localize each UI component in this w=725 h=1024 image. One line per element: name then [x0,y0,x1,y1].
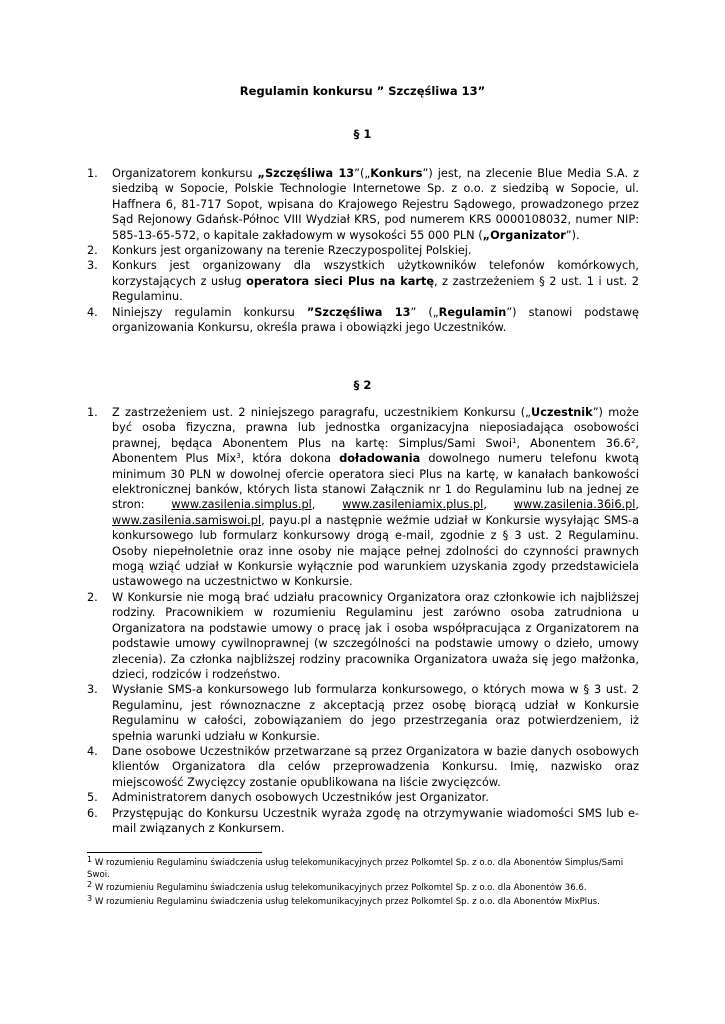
item-text: , [483,498,514,512]
item-text: W Konkursie nie mogą brać udziału pracownicy Organizatora oraz członkowie ich najbliższej rodziny. Pracownikiem w rozumieniu Regulaminu jest zarówno osoba zatrudniona u Organizatora na podstawie umowy o pracę jak i osoba współpracująca z Organizatorem na podstawie umowy cywilnoprawnej (w szczególności na podstawie umowy o dzieło, umowy zlecenia). Za członka najbliższej rodziny pracownika Organizatora uważa się jego małżonka, dzieci, rodziców i rodzeństwo. [112,590,639,681]
term-operator: operatora sieci Plus na kartę [246,274,435,288]
footnote-ref-1[interactable]: 1 [511,436,517,445]
item-text: Wysłanie SMS-a konkursowego lub formularza konkursowego, o których mowa w § 3 ust. 2 Regulaminu, jest równoznaczne z akceptacją przez osobę biorącą udział w Konkursie Regulaminu w całości, zobowiązaniem do jego przestrzegania oraz potwierdzeniem, iż spełnia warunki udziału w Konkursie. [112,683,639,743]
item-text: Konkurs jest organizowany na terenie Rzeczypospolitej Polskiej. [112,244,472,258]
item-number: 3. [87,683,98,697]
section-2-item-1 [87,405,639,590]
section-2-heading: § 2 [353,378,372,392]
section-2-list [87,405,639,836]
section-1-item-4 [87,305,639,336]
item-text: ”) stanowi podstawę organizowania Konkursu, określa prawa i obowiązki jego Uczestników. [112,305,639,335]
footnote-2 [87,882,639,894]
section-1-heading: § 1 [353,127,372,141]
item-text: ”(„ [354,167,371,180]
section-1-item-1 [87,166,639,243]
item-text: Niniejszy regulamin konkursu [112,305,307,319]
term-regulamin: Regulamin [438,305,507,319]
footnotes [87,857,639,909]
item-number: 4. [87,744,98,758]
item-text: ” („ [410,305,439,319]
term-doladowania: doładowania [339,452,421,466]
item-text: ”) może być osoba fizyczna, prawna lub jednostka organizacyjna nieposiadająca osobowości prawnej, będąca Abonentem Plus na kartę: Simplus/Sami Swoi [112,406,639,450]
item-number: 5. [87,791,98,805]
item-number: 2. [87,590,98,604]
item-text: dowolnego numeru telefonu kwotą minimum 30 PLN w dowolnej ofercie operatora sieci Plus na kartę, w kanałach bankowości elektronicznej banków, których lista stanowi Załącznik nr 1 do Regulaminu lub na jednej ze stron: [112,452,639,512]
item-text: , Abonentem Plus Mix [112,436,639,466]
footnote-separator [87,852,262,853]
section-2-item-2 [87,590,639,682]
section-1-list [87,166,639,335]
item-text: Administratorem danych osobowych Uczestników jest Organizator. [112,791,489,805]
item-text: Z zastrzeżeniem ust. 2 niniejszego paragrafu, uczestnikiem Konkursu („ [112,406,532,419]
item-number: 6. [87,806,98,820]
link-zasilenia-36i6[interactable]: www.zasilenia.36i6.pl [513,498,636,512]
section-2-item-4 [87,744,639,790]
section-2-item-6 [87,806,639,837]
item-text: , która dokona [240,452,340,466]
link-zasilenia-simplus[interactable]: www.zasilenia.simplus.pl [171,498,312,512]
item-number: 3. [87,259,98,273]
link-zasilenia-samiswoi[interactable]: www.zasilenia.samiswoi.pl [112,513,262,527]
footnote-mark: 3 [87,893,93,903]
item-number: 1. [87,167,98,180]
footnote-text: W rozumieniu Regulaminu świadczenia usług telekomunikacyjnych przez Polkomtel Sp. z o.o. dla Abonentów MixPlus. [92,896,600,907]
footnote-text: W rozumieniu Regulaminu świadczenia usług telekomunikacyjnych przez Polkomtel Sp. z o.o. dla Abonentów Simplus/Sami Swoi. [87,858,624,881]
section-1-item-2 [87,243,639,258]
footnote-ref-3[interactable]: 3 [236,452,241,461]
item-text: , z zastrzeżeniem § 2 ust. 1 i ust. 2 Regulaminu. [112,274,639,304]
footnote-mark: 1 [87,855,93,864]
item-text: , Abonentem 36.6 [516,436,631,450]
item-number: 4. [87,305,98,319]
term-uczestnik: Uczestnik [531,406,593,419]
footnote-mark: 2 [87,880,93,890]
section-1-item-3 [87,258,639,304]
document-title: Regulamin konkursu ” Szczęśliwa 13” [239,84,486,98]
footnote-3 [87,893,639,908]
term-konkurs: Konkurs [370,167,423,180]
item-text: , [635,498,639,512]
item-text: Przystępując do Konkursu Uczestnik wyraża zgodę na otrzymywanie wiadomości SMS lub e-mail związanych z Konkursem. [112,806,639,835]
section-2-item-3 [87,682,639,744]
item-text: ”). [565,228,580,242]
item-text: Konkurs jest organizowany dla wszystkich użytkowników telefonów komórkowych, korzystających z usług [112,259,639,288]
item-text: Organizatorem konkursu [112,167,258,180]
footnote-1 [87,857,639,881]
contest-name: ”Szczęśliwa 13 [306,305,411,319]
section-2-item-5 [87,790,639,805]
item-number: 2. [87,244,98,258]
item-text: , [311,498,343,512]
link-zasileniamix-plus[interactable]: www.zasileniamix.plus.pl [342,498,484,512]
item-number: 1. [87,406,98,419]
item-text: Dane osobowe Uczestników przetwarzane są przez Organizatora w bazie danych osobowych klientów Organizatora dla celów przeprowadzenia Konkursu. Imię, nazwisko oraz miejscowość Zwycięzcy zostanie opublikowana na liście zwycięzców. [112,744,639,789]
footnote-text: W rozumieniu Regulaminu świadczenia usług telekomunikacyjnych przez Polkomtel Sp. z o.o. dla Abonentów 36.6. [92,883,587,894]
item-text: ”) jest, na zlecenie Blue Media S.A. z siedzibą w Sopocie, Polskie Technologie Internetowe Sp. z o.o. z siedzibą w Sopocie, ul. Haffnera 6, 81-717 Sopot, wpisana do Krajowego Rejestru Sądowego, prowadzonego przez Sąd Rejonowy Gdańsk-Północ VIII Wydział KRS, pod numerem KRS 0000108032, numer NIP: 585-13-65-572, o kapitale zakładowym w wysokości 55 000 PLN ( [112,167,639,242]
item-text: , payu.pl a następnie weźmie udział w Konkursie wysyłając SMS-a konkursowego lub formularz konkursowy drogą e-mail, zgodnie z § 3 ust. 2 Regulaminu. Osoby niepełnoletnie oraz inne osoby nie mające pełnej zdolności do czynności prawnych mogą wziąć udział w Konkursie wyłącznie pod warunkiem uzyskania zgody przedstawiciela ustawowego na uczestnictwo w Konkursie. [112,513,639,589]
term-organizator: „Organizator [482,228,566,242]
contest-name: „Szczęśliwa 13 [257,167,355,180]
footnote-ref-2[interactable]: 2 [630,436,636,445]
